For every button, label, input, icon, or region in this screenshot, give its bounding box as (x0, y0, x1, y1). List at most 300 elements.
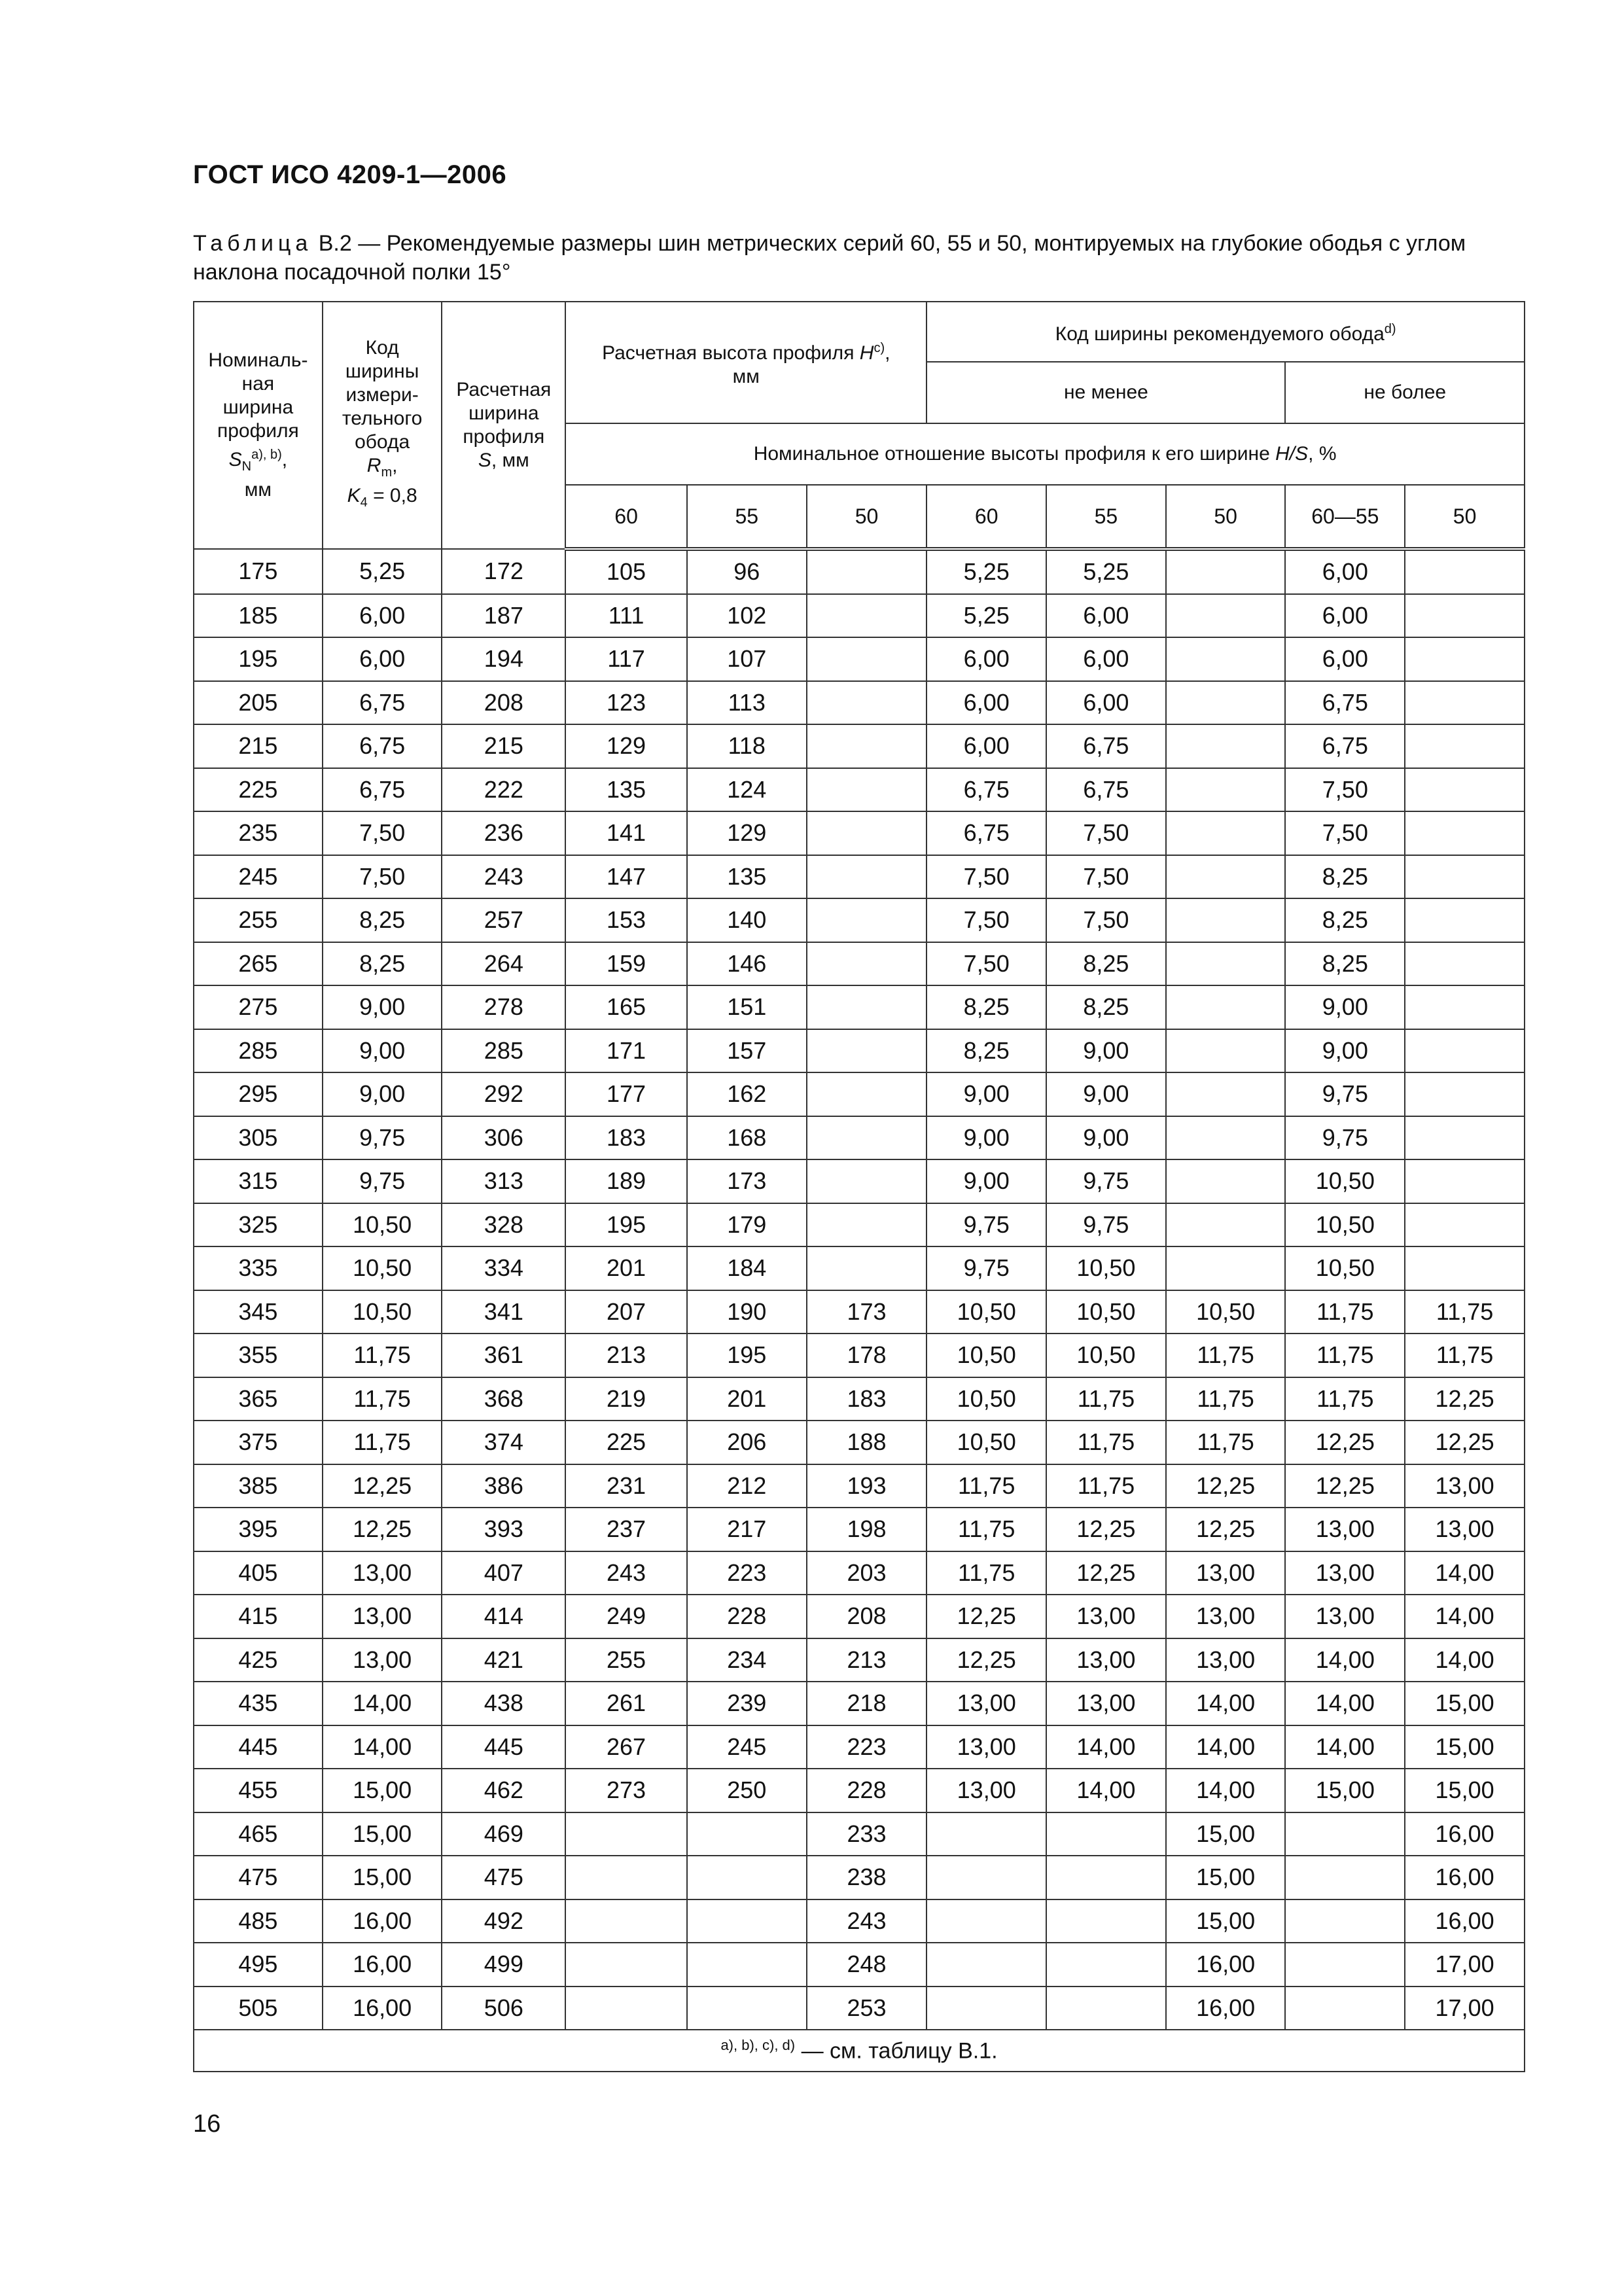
table-row (194, 1769, 1525, 1812)
table-cell (927, 1899, 1046, 1943)
table-cell: 184 (687, 1246, 807, 1290)
table-row (194, 1377, 1525, 1421)
table-cell (1405, 637, 1525, 681)
table-cell: 15,00 (1285, 1769, 1405, 1812)
table-cell: 14,00 (1166, 1769, 1286, 1812)
table-row (194, 1638, 1525, 1682)
table-row (194, 1856, 1525, 1899)
table-cell: 405 (194, 1551, 323, 1595)
table-cell: 13,00 (927, 1682, 1046, 1725)
table-cell: 12,25 (323, 1464, 442, 1508)
table-row (194, 724, 1525, 768)
table-cell: 157 (687, 1029, 807, 1073)
table-cell: 9,75 (927, 1203, 1046, 1247)
table-cell: 6,75 (323, 724, 442, 768)
table-cell (927, 1812, 1046, 1856)
table-cell: 14,00 (1405, 1551, 1525, 1595)
table-cell (1166, 1203, 1286, 1247)
table-cell: 257 (442, 898, 565, 942)
table-cell (1405, 1116, 1525, 1160)
table-cell (807, 637, 927, 681)
table-cell: 315 (194, 1159, 323, 1203)
table-cell: 162 (687, 1072, 807, 1116)
table-cell: 14,00 (1166, 1682, 1286, 1725)
table-cell: 7,50 (1046, 811, 1166, 855)
table-cell: 217 (687, 1508, 807, 1551)
table-cell: 118 (687, 724, 807, 768)
table-cell: 12,25 (1285, 1421, 1405, 1464)
table-row (194, 942, 1525, 986)
table-cell: 11,75 (927, 1551, 1046, 1595)
table-cell: 135 (565, 768, 687, 812)
table-cell: 12,25 (1405, 1421, 1525, 1464)
table-cell: 12,25 (1405, 1377, 1525, 1421)
table-cell: 365 (194, 1377, 323, 1421)
table-cell: 325 (194, 1203, 323, 1247)
table-cell: 11,75 (1046, 1464, 1166, 1508)
table-cell: 208 (807, 1595, 927, 1638)
table-cell: 9,75 (1285, 1116, 1405, 1160)
table-cell: 11,75 (1285, 1377, 1405, 1421)
table-cell: 7,50 (1046, 898, 1166, 942)
table-cell (1166, 898, 1286, 942)
table-cell: 236 (442, 811, 565, 855)
table-cell (1166, 1029, 1286, 1073)
table-cell (565, 1987, 687, 2030)
table-cell: 7,50 (927, 942, 1046, 986)
table-row (194, 1072, 1525, 1116)
table-cell (927, 1943, 1046, 1987)
table-cell: 13,00 (1405, 1508, 1525, 1551)
table-cell: 11,75 (1405, 1333, 1525, 1377)
table-cell: 16,00 (1166, 1943, 1286, 1987)
table-cell: 8,25 (927, 1029, 1046, 1073)
table-cell: 9,00 (323, 985, 442, 1029)
table-cell: 201 (687, 1377, 807, 1421)
table-cell (565, 1856, 687, 1899)
table-cell: 8,25 (323, 942, 442, 986)
table-cell: 368 (442, 1377, 565, 1421)
table-cell (927, 1856, 1046, 1899)
table-cell: 16,00 (1405, 1899, 1525, 1943)
table-row (194, 1116, 1525, 1160)
table-cell (807, 855, 927, 899)
table-cell: 386 (442, 1464, 565, 1508)
table-cell: 10,50 (1046, 1246, 1166, 1290)
table-cell: 245 (194, 855, 323, 899)
table-cell (1405, 594, 1525, 638)
table-cell: 421 (442, 1638, 565, 1682)
tire-size-table (193, 301, 1525, 2072)
table-cell (1166, 985, 1286, 1029)
table-row (194, 1987, 1525, 2030)
table-cell: 111 (565, 594, 687, 638)
header-nominal-width: Номиналь- ная ширина профиля $S_N^{a), b)}$, мм (194, 302, 323, 549)
table-cell: 375 (194, 1421, 323, 1464)
table-cell: 9,00 (1285, 1029, 1405, 1073)
table-cell (1405, 724, 1525, 768)
table-cell: 219 (565, 1377, 687, 1421)
table-cell: 14,00 (1285, 1682, 1405, 1725)
table-cell: 9,75 (1285, 1072, 1405, 1116)
table-cell: 11,75 (1166, 1333, 1286, 1377)
table-cell: 177 (565, 1072, 687, 1116)
table-cell: 9,00 (927, 1159, 1046, 1203)
table-cell (1166, 549, 1286, 594)
table-cell: 5,25 (323, 549, 442, 594)
document-header: ГОСТ ИСО 4209-1—2006 (193, 160, 507, 189)
table-cell (807, 1246, 927, 1290)
table-cell: 243 (565, 1551, 687, 1595)
table-cell (807, 1203, 927, 1247)
table-row (194, 985, 1525, 1029)
table-cell: 117 (565, 637, 687, 681)
table-cell: 212 (687, 1464, 807, 1508)
table-cell: 306 (442, 1116, 565, 1160)
table-cell (1046, 1987, 1166, 2030)
table-cell: 7,50 (927, 855, 1046, 899)
table-cell: 14,00 (1405, 1638, 1525, 1682)
table-cell: 9,75 (323, 1116, 442, 1160)
table-cell: 11,75 (1405, 1290, 1525, 1334)
table-cell: 6,75 (1285, 681, 1405, 725)
table-row (194, 1290, 1525, 1334)
table-cell: 15,00 (323, 1856, 442, 1899)
table-cell: 141 (565, 811, 687, 855)
table-cell: 124 (687, 768, 807, 812)
table-cell: 395 (194, 1508, 323, 1551)
table-cell (1405, 985, 1525, 1029)
table-cell: 10,50 (1285, 1246, 1405, 1290)
table-cell: 15,00 (1166, 1856, 1286, 1899)
table-cell: 385 (194, 1464, 323, 1508)
table-body (194, 549, 1525, 2030)
table-cell: 203 (807, 1551, 927, 1595)
table-cell: 11,75 (1046, 1421, 1166, 1464)
table-cell: 7,50 (323, 811, 442, 855)
table-cell (1405, 549, 1525, 594)
table-cell (807, 942, 927, 986)
table-cell (565, 1899, 687, 1943)
table-cell: 15,00 (323, 1812, 442, 1856)
table-cell: 6,75 (1046, 724, 1166, 768)
table-cell: 7,50 (323, 855, 442, 899)
table-cell (1166, 942, 1286, 986)
table-cell: 492 (442, 1899, 565, 1943)
table-cell: 14,00 (1285, 1725, 1405, 1769)
table-cell: 195 (565, 1203, 687, 1247)
table-cell: 6,00 (1285, 549, 1405, 594)
table-cell: 6,00 (1046, 637, 1166, 681)
table-cell: 435 (194, 1682, 323, 1725)
table-cell: 123 (565, 681, 687, 725)
table-cell: 9,00 (323, 1072, 442, 1116)
table-cell: 13,00 (1046, 1638, 1166, 1682)
table-cell: 361 (442, 1333, 565, 1377)
table-cell: 10,50 (323, 1203, 442, 1247)
table-cell: 6,00 (927, 637, 1046, 681)
table-cell (687, 1899, 807, 1943)
table-cell (807, 1159, 927, 1203)
table-cell: 135 (687, 855, 807, 899)
table-cell (1405, 898, 1525, 942)
table-cell: 213 (565, 1333, 687, 1377)
table-cell: 13,00 (1166, 1638, 1286, 1682)
table-cell: 13,00 (927, 1769, 1046, 1812)
table-cell: 8,25 (1285, 898, 1405, 942)
series-header: 60—55 (1285, 485, 1405, 549)
table-cell: 245 (687, 1725, 807, 1769)
table-row (194, 594, 1525, 638)
table-cell: 475 (194, 1856, 323, 1899)
table-cell (1405, 1159, 1525, 1203)
table-cell: 233 (807, 1812, 927, 1856)
table-cell: 9,00 (1046, 1116, 1166, 1160)
table-cell (807, 985, 927, 1029)
table-cell (927, 1987, 1046, 2030)
table-cell: 250 (687, 1769, 807, 1812)
table-cell: 414 (442, 1595, 565, 1638)
table-cell: 438 (442, 1682, 565, 1725)
table-cell: 105 (565, 549, 687, 594)
table-cell (1166, 594, 1286, 638)
table-cell: 10,50 (927, 1290, 1046, 1334)
table-cell: 183 (807, 1377, 927, 1421)
table-cell: 235 (194, 811, 323, 855)
table-cell: 13,00 (927, 1725, 1046, 1769)
table-cell (565, 1943, 687, 1987)
table-cell: 10,50 (1285, 1203, 1405, 1247)
table-cell: 264 (442, 942, 565, 986)
table-cell: 173 (687, 1159, 807, 1203)
table-cell: 9,00 (1285, 985, 1405, 1029)
table-cell: 13,00 (323, 1638, 442, 1682)
table-cell: 175 (194, 549, 323, 594)
table-cell: 12,25 (927, 1638, 1046, 1682)
table-cell: 6,75 (323, 768, 442, 812)
table-cell (1166, 681, 1286, 725)
table-row (194, 1333, 1525, 1377)
table-cell: 11,75 (927, 1464, 1046, 1508)
table-cell (565, 1812, 687, 1856)
table-cell (1285, 1899, 1405, 1943)
table-cell: 8,25 (323, 898, 442, 942)
table-caption (193, 229, 1515, 287)
table-cell: 9,75 (927, 1246, 1046, 1290)
table-row (194, 1203, 1525, 1247)
table-cell: 7,50 (927, 898, 1046, 942)
table-cell (1405, 1246, 1525, 1290)
table-cell: 10,50 (1046, 1290, 1166, 1334)
table-cell (1166, 1116, 1286, 1160)
table-row (194, 855, 1525, 899)
table-cell: 261 (565, 1682, 687, 1725)
table-cell: 10,50 (927, 1377, 1046, 1421)
table-cell: 195 (687, 1333, 807, 1377)
header-aspect-ratio: Номинальное отношение высоты профиля к его ширине H/S, % (565, 423, 1525, 485)
table-cell: 15,00 (323, 1769, 442, 1812)
table-cell (1405, 1072, 1525, 1116)
table-row (194, 811, 1525, 855)
table-cell: 8,25 (927, 985, 1046, 1029)
table-cell: 14,00 (1046, 1769, 1166, 1812)
table-cell: 13,00 (1166, 1595, 1286, 1638)
table-cell: 6,00 (927, 724, 1046, 768)
table-cell: 14,00 (1166, 1725, 1286, 1769)
table-cell: 253 (807, 1987, 927, 2030)
table-cell: 278 (442, 985, 565, 1029)
table-row (194, 1725, 1525, 1769)
table-cell: 179 (687, 1203, 807, 1247)
table-cell: 10,50 (927, 1421, 1046, 1464)
table-cell: 15,00 (1166, 1899, 1286, 1943)
table-cell: 5,25 (1046, 549, 1166, 594)
table-cell (687, 1856, 807, 1899)
table-cell: 6,75 (1285, 724, 1405, 768)
table-cell: 12,25 (927, 1595, 1046, 1638)
table-cell: 6,00 (323, 637, 442, 681)
table-cell: 374 (442, 1421, 565, 1464)
table-footnote: $^{a), b), c), d)}$ — см. таблицу В.1. (194, 2030, 1525, 2072)
table-cell: 102 (687, 594, 807, 638)
series-header: 50 (1405, 485, 1525, 549)
table-row (194, 1246, 1525, 1290)
table-cell: 14,00 (1285, 1638, 1405, 1682)
table-row (194, 1812, 1525, 1856)
table-row (194, 1899, 1525, 1943)
table-cell: 178 (807, 1333, 927, 1377)
table-cell: 13,00 (1046, 1595, 1166, 1638)
table-cell: 12,25 (1046, 1508, 1166, 1551)
table-cell: 190 (687, 1290, 807, 1334)
table-cell: 13,00 (1046, 1682, 1166, 1725)
table-cell: 159 (565, 942, 687, 986)
table-cell (1046, 1856, 1166, 1899)
table-cell: 15,00 (1166, 1812, 1286, 1856)
table-cell: 6,00 (1046, 594, 1166, 638)
table-cell: 14,00 (323, 1682, 442, 1725)
table-cell: 239 (687, 1682, 807, 1725)
table-cell (1166, 1072, 1286, 1116)
table-cell: 15,00 (1405, 1682, 1525, 1725)
table-cell: 193 (807, 1464, 927, 1508)
table-cell: 96 (687, 549, 807, 594)
table-row (194, 1464, 1525, 1508)
table-cell (1166, 724, 1286, 768)
table-cell: 8,25 (1046, 985, 1166, 1029)
table-cell: 205 (194, 681, 323, 725)
table-cell (1405, 1029, 1525, 1073)
table-cell: 243 (807, 1899, 927, 1943)
table-cell (1046, 1899, 1166, 1943)
table-cell: 10,50 (323, 1290, 442, 1334)
table-cell: 5,25 (927, 594, 1046, 638)
table-cell: 206 (687, 1421, 807, 1464)
table-cell: 15,00 (1405, 1725, 1525, 1769)
table-cell: 243 (442, 855, 565, 899)
table-cell (1166, 855, 1286, 899)
table-cell: 11,75 (323, 1333, 442, 1377)
table-cell: 9,75 (1046, 1203, 1166, 1247)
table-cell: 13,00 (1166, 1551, 1286, 1595)
series-header: 60 (927, 485, 1046, 549)
table-cell (1405, 942, 1525, 986)
table-cell: 313 (442, 1159, 565, 1203)
table-cell (1405, 768, 1525, 812)
series-header: 50 (807, 485, 927, 549)
table-cell: 334 (442, 1246, 565, 1290)
table-cell: 153 (565, 898, 687, 942)
table-cell: 16,00 (323, 1943, 442, 1987)
table-cell: 505 (194, 1987, 323, 2030)
table-cell (1405, 681, 1525, 725)
table-cell: 6,75 (323, 681, 442, 725)
series-header: 55 (687, 485, 807, 549)
table-cell: 465 (194, 1812, 323, 1856)
table-cell: 11,75 (323, 1377, 442, 1421)
table-cell: 9,00 (927, 1072, 1046, 1116)
table-cell: 11,75 (927, 1508, 1046, 1551)
table-cell: 267 (565, 1725, 687, 1769)
table-cell: 12,25 (1166, 1464, 1286, 1508)
table-cell: 10,50 (323, 1246, 442, 1290)
table-cell: 9,00 (323, 1029, 442, 1073)
table-cell (807, 681, 927, 725)
table-row (194, 1029, 1525, 1073)
table-cell: 231 (565, 1464, 687, 1508)
table-cell: 194 (442, 637, 565, 681)
table-cell (1405, 855, 1525, 899)
table-cell: 5,25 (927, 549, 1046, 594)
table-row (194, 1159, 1525, 1203)
header-design-width: Расчетная ширина профиля S, мм (442, 302, 565, 549)
table-cell: 6,00 (1285, 637, 1405, 681)
header-rim-code: Код ширины измери- тельного обода $R_m$, $K_4 = 0,8$ (323, 302, 442, 549)
table-cell (1285, 1987, 1405, 2030)
table-cell: 171 (565, 1029, 687, 1073)
header-min: не менее (927, 362, 1285, 423)
table-cell: 7,50 (1285, 811, 1405, 855)
caption-lead: Таблица (193, 231, 313, 256)
table-cell: 195 (194, 637, 323, 681)
header-max: не более (1285, 362, 1525, 423)
table-cell: 189 (565, 1159, 687, 1203)
table-cell: 140 (687, 898, 807, 942)
table-cell: 215 (194, 724, 323, 768)
table-row (194, 768, 1525, 812)
table-cell: 16,00 (1405, 1856, 1525, 1899)
table-cell (1166, 768, 1286, 812)
table-cell: 238 (807, 1856, 927, 1899)
table-cell: 12,25 (1166, 1508, 1286, 1551)
table-cell: 17,00 (1405, 1943, 1525, 1987)
table-cell: 9,75 (323, 1159, 442, 1203)
table-cell (687, 1812, 807, 1856)
table-cell (1166, 811, 1286, 855)
table-cell: 7,50 (1046, 855, 1166, 899)
table-cell (1405, 1203, 1525, 1247)
table-cell (807, 898, 927, 942)
table-cell: 506 (442, 1987, 565, 2030)
table-cell: 12,25 (1285, 1464, 1405, 1508)
table-cell: 255 (565, 1638, 687, 1682)
table-cell: 6,00 (1285, 594, 1405, 638)
table-cell: 445 (442, 1725, 565, 1769)
series-header: 50 (1166, 485, 1286, 549)
header-recommended-rim: Код ширины рекомендуемого обода$^{d)}$ (927, 302, 1525, 362)
table-cell: 485 (194, 1899, 323, 1943)
series-header: 60 (565, 485, 687, 549)
